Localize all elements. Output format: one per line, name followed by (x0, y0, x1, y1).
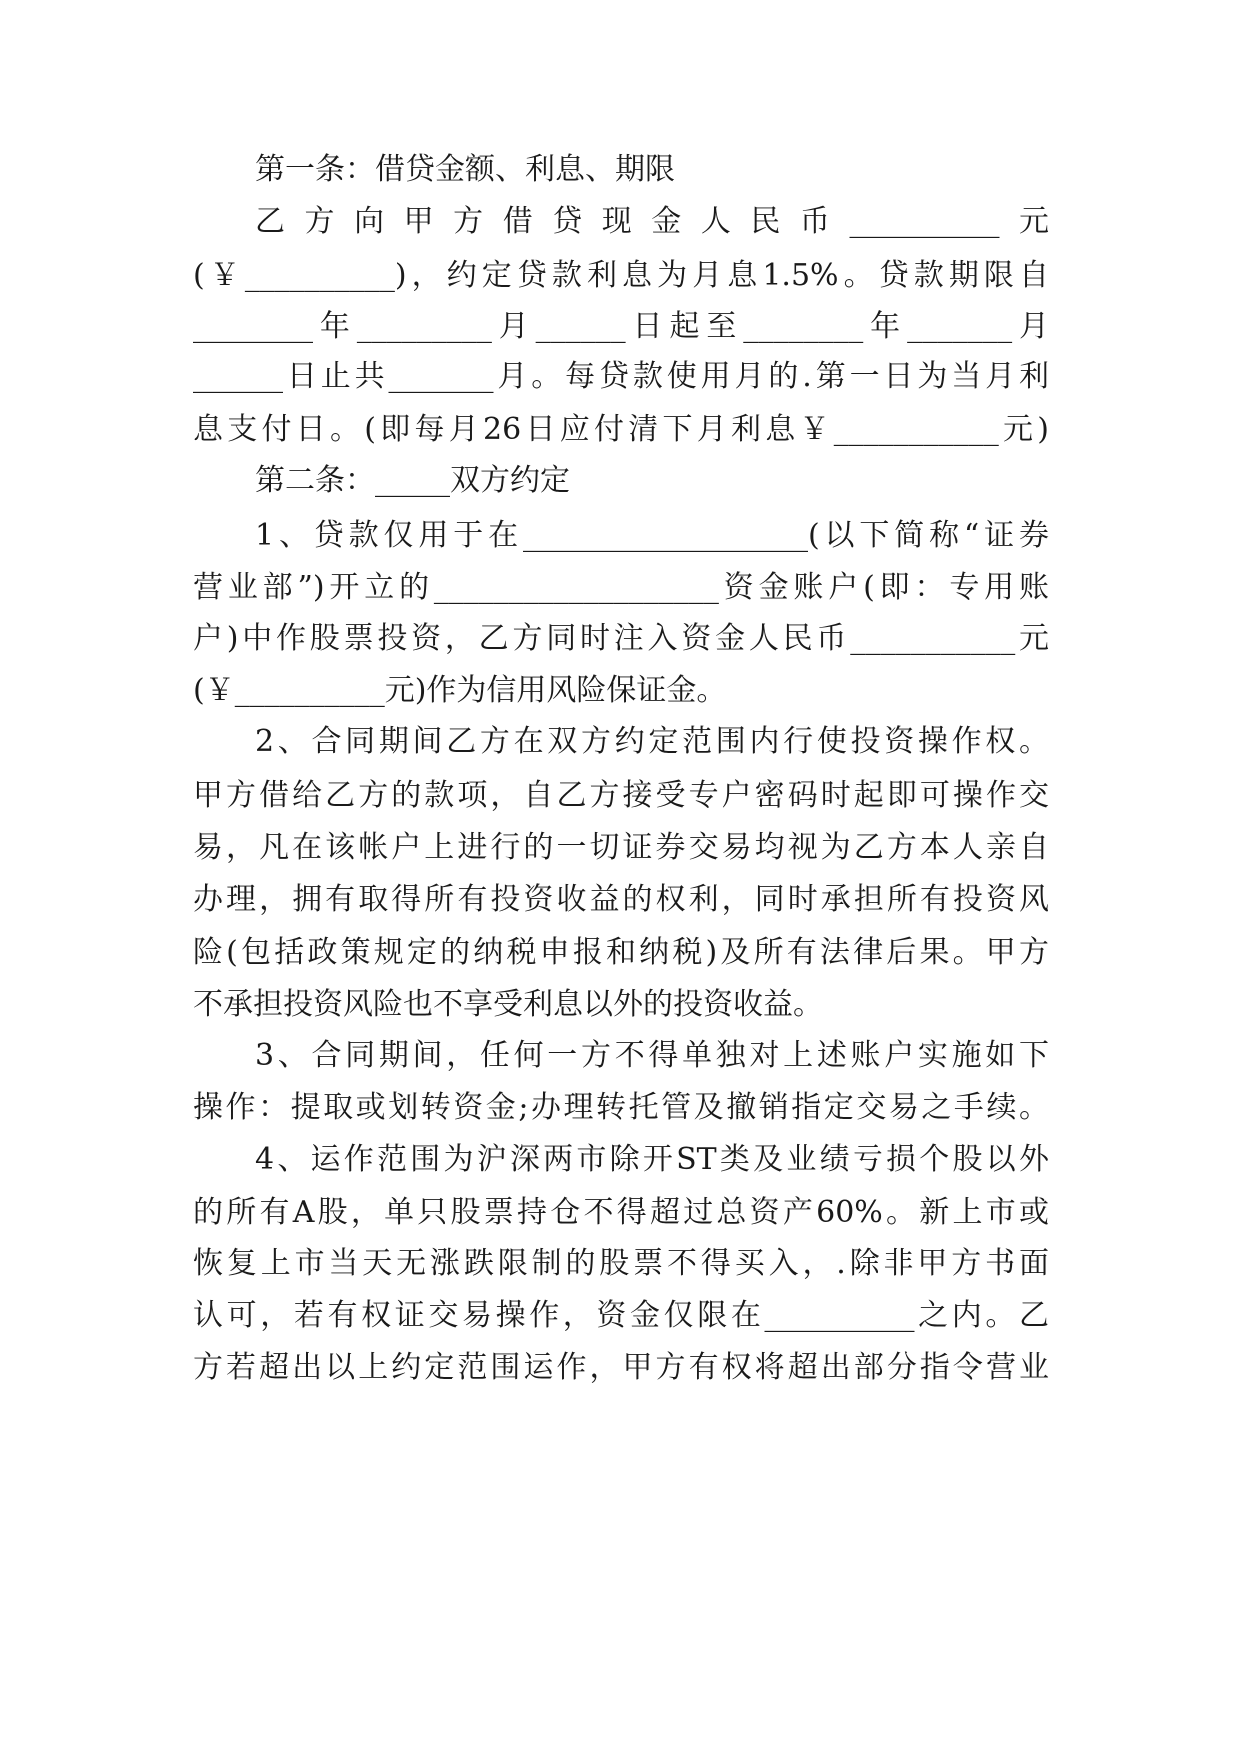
paragraph-line: 易，凡在该帐户上进行的一切证券交易均视为乙方本人亲自 (193, 830, 1049, 865)
paragraph-line: 险(包括政策规定的纳税申报和纳税)及所有法律后果。甲方 (193, 935, 1049, 970)
paragraph-line: 2、合同期间乙方在双方约定范围内行使投资操作权。 (255, 724, 1049, 759)
paragraph-line: 认可，若有权证交易操作，资金仅限在__________之内。乙 (193, 1298, 1049, 1333)
paragraph-line: 操作：提取或划转资金;办理转托管及撤销指定交易之手续。 (193, 1090, 1049, 1125)
paragraph-line: (￥__________元)作为信用风险保证金。 (193, 673, 727, 708)
paragraph-line: 户)中作股票投资，乙方同时注入资金人民币___________元 (193, 621, 1049, 656)
paragraph-line: (￥__________)，约定贷款利息为月息1.5%。贷款期限自 (193, 258, 1049, 293)
paragraph-line: 乙方向甲方借贷现金人民币__________元 (255, 204, 1049, 239)
paragraph-line: 4、运作范围为沪深两市除开ST类及业绩亏损个股以外 (255, 1142, 1049, 1177)
paragraph-line: 方若超出以上约定范围运作，甲方有权将超出部分指令营业 (193, 1350, 1049, 1385)
paragraph-line: 办理，拥有取得所有投资收益的权利，同时承担所有投资风 (193, 882, 1049, 917)
paragraph-line: 不承担投资风险也不享受利息以外的投资收益。 (193, 987, 823, 1022)
article-1-heading: 第一条：借贷金额、利息、期限 (255, 152, 675, 187)
paragraph-line: 营业部”)开立的___________________资金账户(即：专用账 (193, 570, 1049, 605)
paragraph-line: 息支付日。(即每月26日应付清下月利息￥___________元) (193, 412, 1049, 447)
paragraph-line: 的所有A股，单只股票持仓不得超过总资产60%。新上市或 (193, 1195, 1049, 1230)
paragraph-line: 恢复上市当天无涨跌限制的股票不得买入，.除非甲方书面 (193, 1246, 1049, 1281)
article-2-heading: 第二条：_____双方约定 (255, 463, 570, 498)
paragraph-line: 1、贷款仅用于在___________________(以下简称“证券 (255, 518, 1049, 553)
paragraph-line: ______日止共_______月。每贷款使用月的.第一日为当月利 (193, 359, 1049, 394)
paragraph-line: ________年_________月______日起至________年_______月 (193, 309, 1049, 344)
paragraph-line: 甲方借给乙方的款项，自乙方接受专户密码时起即可操作交 (193, 778, 1049, 813)
paragraph-line: 3、合同期间，任何一方不得单独对上述账户实施如下 (255, 1038, 1049, 1073)
